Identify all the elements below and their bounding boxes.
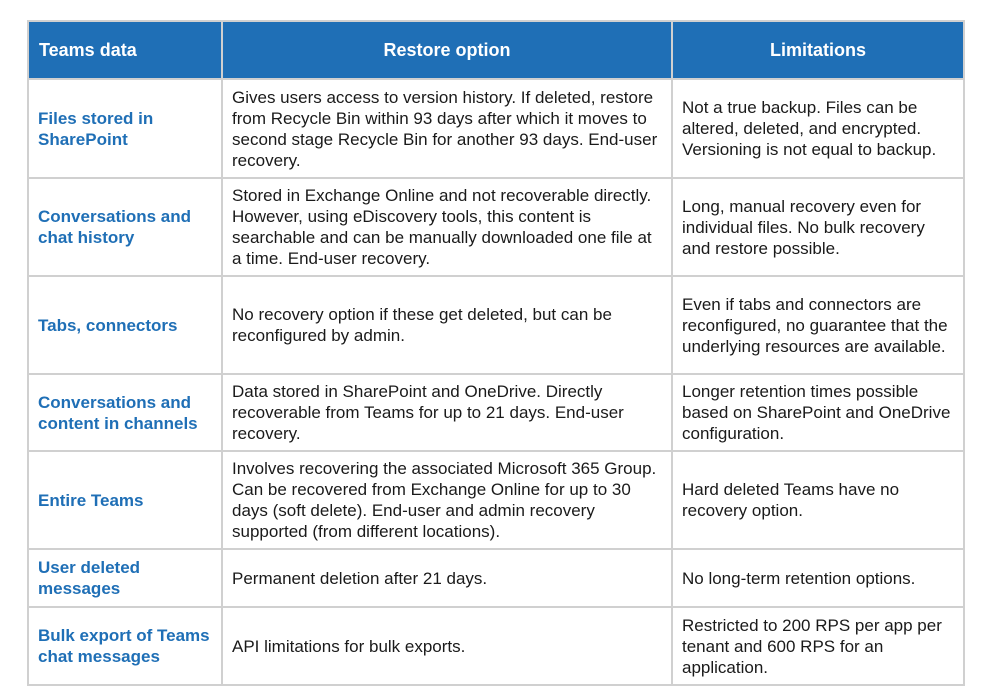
row-limitation: Longer retention times possible based on SharePoint and OneDrive configuration. xyxy=(672,374,964,451)
table-row xyxy=(28,276,964,374)
table-row xyxy=(28,451,964,549)
row-restore-option: No recovery option if these get deleted, but can be reconfigured by admin. xyxy=(222,276,672,374)
teams-restore-table xyxy=(27,20,965,686)
row-restore-option: API limitations for bulk exports. xyxy=(222,607,672,685)
row-limitation: Long, manual recovery even for individual files. No bulk recovery and restore possible. xyxy=(672,178,964,276)
row-restore-option: Stored in Exchange Online and not recoverable directly. However, using eDiscovery tools, this content is searchable and can be manually downloaded one file at a time. End-user recovery. xyxy=(222,178,672,276)
row-restore-option: Gives users access to version history. If deleted, restore from Recycle Bin within 93 days after which it moves to second stage Recycle Bin for another 93 days. End-user recovery. xyxy=(222,79,672,178)
header-limitations: Limitations xyxy=(672,21,964,79)
row-label: Bulk export of Teams chat messages xyxy=(28,607,222,685)
row-limitation: Hard deleted Teams have no recovery option. xyxy=(672,451,964,549)
row-label: User deleted messages xyxy=(28,549,222,607)
row-restore-option: Involves recovering the associated Microsoft 365 Group. Can be recovered from Exchange Online for up to 30 days (soft delete). End-user and admin recovery supported (from different locations). xyxy=(222,451,672,549)
table-row xyxy=(28,374,964,451)
header-teams-data: Teams data xyxy=(28,21,222,79)
row-label: Entire Teams xyxy=(28,451,222,549)
row-limitation: Restricted to 200 RPS per app per tenant and 600 RPS for an application. xyxy=(672,607,964,685)
row-label: Conversations and content in channels xyxy=(28,374,222,451)
row-limitation: Even if tabs and connectors are reconfigured, no guarantee that the underlying resources are available. xyxy=(672,276,964,374)
table-row xyxy=(28,607,964,685)
row-label: Tabs, connectors xyxy=(28,276,222,374)
row-restore-option: Permanent deletion after 21 days. xyxy=(222,549,672,607)
table-row xyxy=(28,79,964,178)
header-row xyxy=(28,21,964,79)
row-limitation: Not a true backup. Files can be altered, deleted, and encrypted. Versioning is not equal to backup. xyxy=(672,79,964,178)
row-limitation: No long-term retention options. xyxy=(672,549,964,607)
table-row xyxy=(28,178,964,276)
row-label: Conversations and chat history xyxy=(28,178,222,276)
row-restore-option: Data stored in SharePoint and OneDrive. Directly recoverable from Teams for up to 21 days. End-user recovery. xyxy=(222,374,672,451)
row-label: Files stored in SharePoint xyxy=(28,79,222,178)
header-restore-option: Restore option xyxy=(222,21,672,79)
table-row xyxy=(28,549,964,607)
